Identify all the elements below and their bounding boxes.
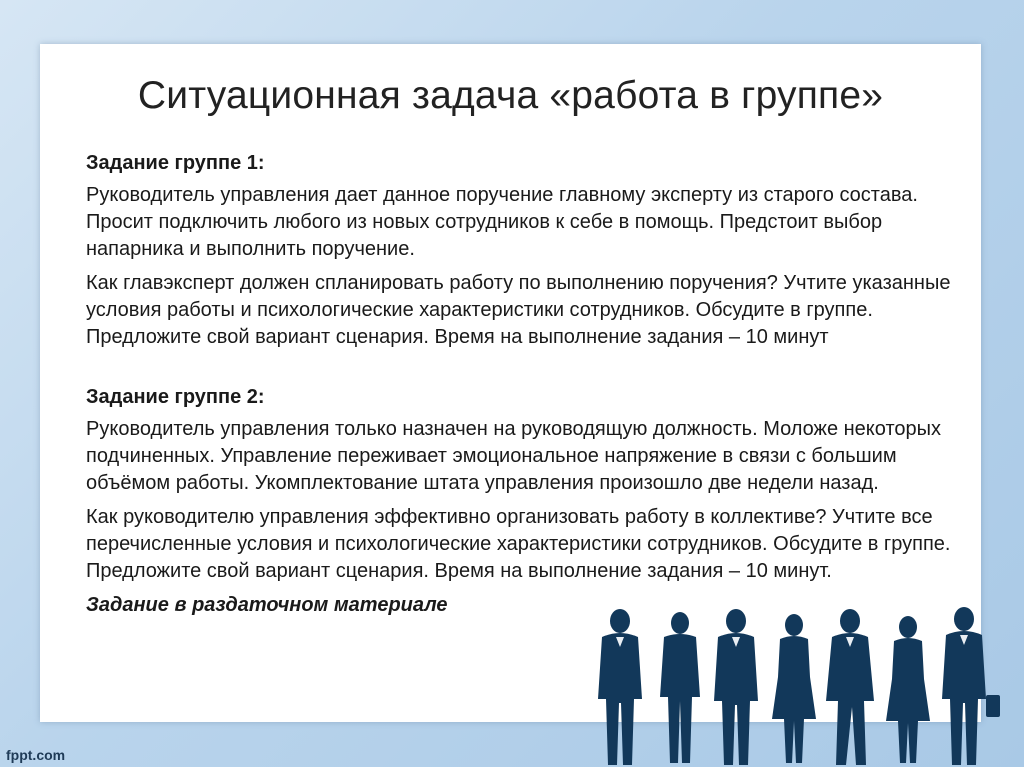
person-silhouette-6 <box>886 616 930 763</box>
person-silhouette-4 <box>772 614 816 763</box>
group1-heading: Задание группе 1: <box>86 152 265 174</box>
group2-paragraph-2: Как руководителю управления эффективно организовать работу в коллективе? Учтите все перечисленные условия и психологические характеристики сотрудников. Обсудите в группе. Предложите свой вариант сценария. Время на выполнение задания – 10 минут. <box>86 506 951 582</box>
business-people-silhouettes <box>594 607 1024 767</box>
section-gap <box>86 358 966 384</box>
slide-content <box>86 150 966 626</box>
group2-heading: Задание группе 2: <box>86 386 265 408</box>
group1-paragraph-1: Руководитель управления дает данное поручение главному эксперту из старого состава. Просит подключить любого из новых сотрудников к себе в помощь. Предстоит выбор напарника и выполнить поручение. <box>86 184 918 260</box>
person-silhouette-1 <box>598 609 642 765</box>
person-silhouette-3 <box>714 609 758 765</box>
group1-paragraph-2: Как главэксперт должен спланировать работу по выполнению поручения? Учтите указанные условия работы и психологические характеристики сотрудников. Обсудите в группе. Предложите свой вариант сценария. Время на выполнение задания – 10 минут <box>86 272 951 348</box>
person-silhouette-5 <box>826 609 874 765</box>
group2-paragraph-1: Руководитель управления только назначен на руководящую должность. Моложе некоторых подчиненных. Управление переживает эмоциональное напряжение в связи с большим объёмом работы. Укомплектование штата управления произошло две недели назад. <box>86 418 941 494</box>
footer-logo: fppt.com <box>6 747 66 763</box>
person-silhouette-7 <box>942 607 1000 765</box>
slide-title: Ситуационная задача «работа в группе» <box>137 74 884 117</box>
person-silhouette-2 <box>660 612 700 763</box>
handout-note: Задание в раздаточном материале <box>86 594 448 616</box>
